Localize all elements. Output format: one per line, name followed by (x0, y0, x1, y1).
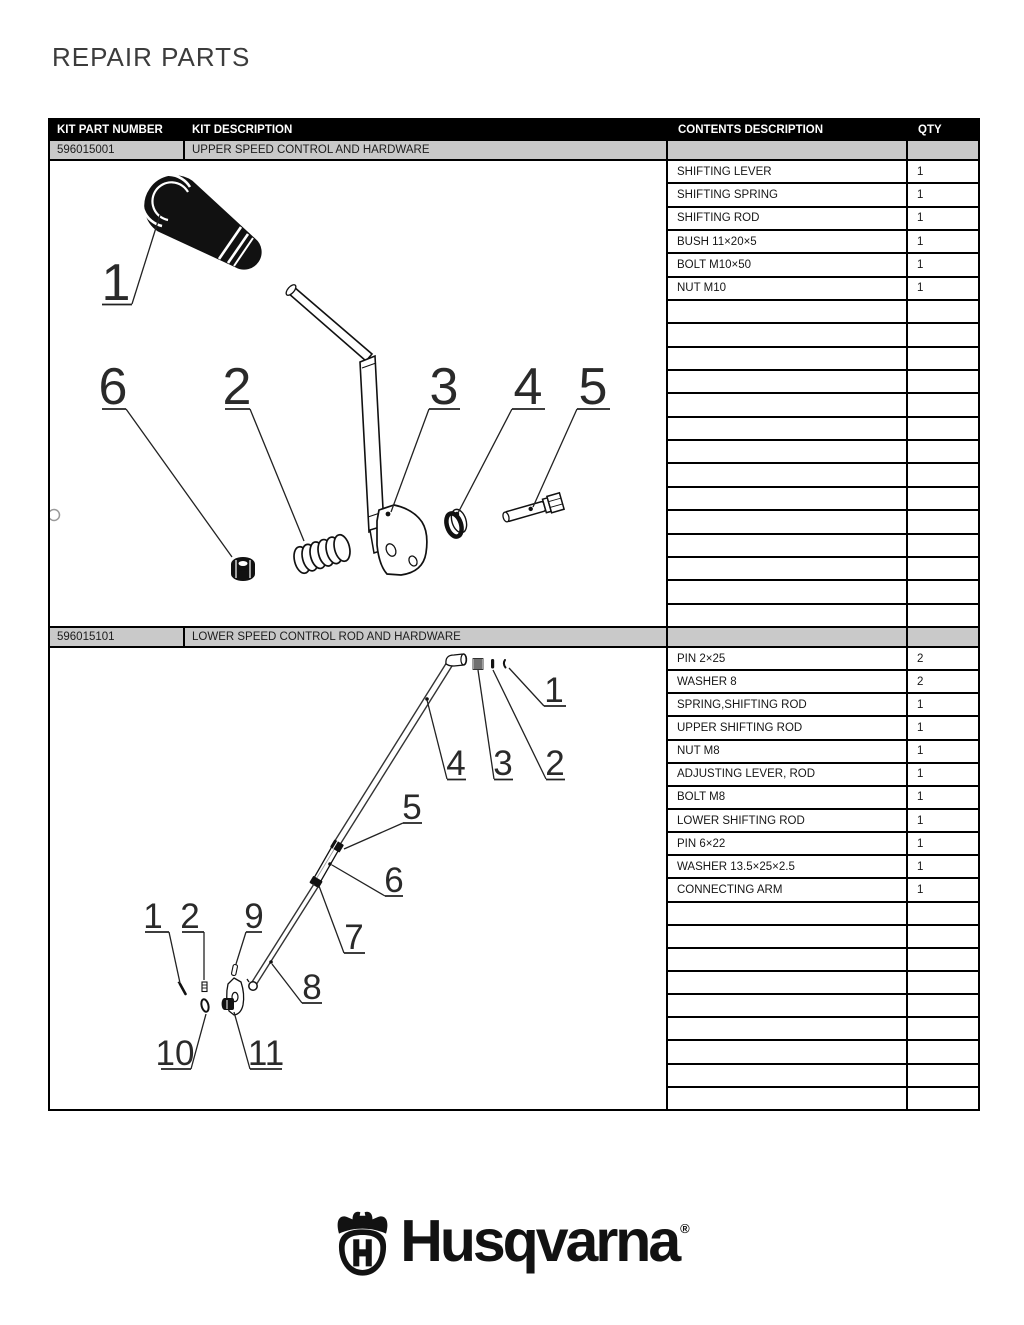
cell-contents-desc (667, 347, 907, 370)
callout-1-top: 1 (544, 671, 564, 710)
cell-qty (907, 557, 979, 580)
cell-qty: 1 (907, 763, 979, 786)
table-row (49, 160, 979, 183)
kit-empty-cell (907, 627, 979, 647)
table-row (49, 647, 979, 670)
cell-qty (907, 1040, 979, 1063)
diagram-lower-speed-control (49, 647, 667, 1110)
cell-qty: 1 (907, 693, 979, 716)
cell-qty: 1 (907, 878, 979, 901)
lower-speed-control-drawing (50, 648, 664, 1104)
pin-6x22 (231, 964, 238, 976)
cell-qty (907, 902, 979, 925)
cell-contents-desc: NUT M10 (667, 277, 907, 300)
kit-row-upper (49, 140, 979, 160)
callout-2-top: 2 (545, 744, 565, 783)
cell-qty (907, 1017, 979, 1040)
callout-11: 11 (247, 1034, 285, 1073)
kit-part-number: 596015101 (49, 627, 184, 647)
callout-2: 2 (222, 358, 252, 416)
header-contents-description: CONTENTS DESCRIPTION (667, 119, 907, 140)
rod-bracket (377, 505, 427, 575)
cell-qty: 1 (907, 253, 979, 276)
cell-qty: 1 (907, 183, 979, 206)
callout-8: 8 (302, 968, 322, 1007)
cell-qty (907, 347, 979, 370)
header-kit-description: KIT DESCRIPTION (184, 119, 667, 140)
diagram1-callouts (99, 215, 610, 557)
cell-contents-desc: SHIFTING SPRING (667, 183, 907, 206)
cell-contents-desc (667, 971, 907, 994)
logo-wordmark: Husqvarna (400, 1208, 679, 1274)
header-qty: QTY (907, 119, 979, 140)
rod-spring (473, 659, 483, 670)
cell-contents-desc: CONNECTING ARM (667, 878, 907, 901)
cell-qty (907, 417, 979, 440)
cell-contents-desc (667, 487, 907, 510)
kit-row-lower (49, 627, 979, 647)
cell-contents-desc: BOLT M10×50 (667, 253, 907, 276)
registered-trademark: ® (680, 1221, 690, 1236)
cell-qty: 2 (907, 670, 979, 693)
cell-qty (907, 1064, 979, 1087)
cell-qty (907, 580, 979, 603)
cell-qty (907, 510, 979, 533)
callout-9: 9 (244, 897, 264, 936)
cell-contents-desc (667, 534, 907, 557)
cell-contents-desc (667, 1064, 907, 1087)
cell-qty: 1 (907, 207, 979, 230)
cell-qty (907, 994, 979, 1017)
header-kit-part-number: KIT PART NUMBER (49, 119, 184, 140)
cell-qty (907, 925, 979, 948)
callout-7: 7 (344, 918, 364, 957)
upper-speed-control-drawing (50, 161, 664, 621)
cell-contents-desc (667, 510, 907, 533)
cell-qty (907, 604, 979, 627)
cell-contents-desc (667, 604, 907, 627)
cell-qty: 1 (907, 230, 979, 253)
cell-qty (907, 487, 979, 510)
callout-10: 10 (155, 1034, 195, 1073)
kit-description: UPPER SPEED CONTROL AND HARDWARE (184, 140, 667, 160)
cell-qty: 1 (907, 786, 979, 809)
cell-contents-desc: PIN 2×25 (667, 647, 907, 670)
cell-contents-desc (667, 994, 907, 1017)
callout-4: 4 (513, 358, 543, 416)
diagram-upper-speed-control (49, 160, 667, 627)
callout-3: 3 (429, 358, 459, 416)
cell-contents-desc (667, 1017, 907, 1040)
washer-13 (200, 998, 210, 1012)
page-title: REPAIR PARTS (52, 42, 251, 72)
hex-nut (231, 557, 255, 581)
callout-6: 6 (98, 358, 128, 416)
shift-knob (142, 175, 261, 269)
cell-contents-desc (667, 417, 907, 440)
callout-2-left: 2 (180, 897, 200, 936)
callout-3: 3 (493, 744, 513, 783)
callout-4: 4 (446, 744, 466, 783)
husqvarna-logo (0, 1205, 1024, 1281)
cell-qty (907, 440, 979, 463)
cell-contents-desc: UPPER SHIFTING ROD (667, 716, 907, 739)
cell-contents-desc: WASHER 13.5×25×2.5 (667, 855, 907, 878)
cell-contents-desc (667, 393, 907, 416)
cell-contents-desc (667, 323, 907, 346)
shifting-spring (291, 533, 352, 575)
callout-5: 5 (402, 788, 422, 827)
cell-qty: 2 (907, 647, 979, 670)
cell-contents-desc (667, 300, 907, 323)
cell-contents-desc: SHIFTING ROD (667, 207, 907, 230)
cell-qty: 1 (907, 832, 979, 855)
cell-contents-desc (667, 1087, 907, 1110)
cell-contents-desc: ADJUSTING LEVER, ROD (667, 763, 907, 786)
cell-qty: 1 (907, 277, 979, 300)
kit-description: LOWER SPEED CONTROL ROD AND HARDWARE (184, 627, 667, 647)
cell-contents-desc: SPRING,SHIFTING ROD (667, 693, 907, 716)
parts-table (48, 118, 980, 1111)
cell-qty (907, 534, 979, 557)
cell-qty (907, 971, 979, 994)
cell-qty (907, 370, 979, 393)
cell-contents-desc (667, 580, 907, 603)
cell-qty: 1 (907, 855, 979, 878)
kit-empty-cell (667, 627, 907, 647)
table-header-row (49, 119, 979, 140)
cell-contents-desc: LOWER SHIFTING ROD (667, 809, 907, 832)
callout-1-left: 1 (143, 897, 163, 936)
cell-qty: 1 (907, 740, 979, 763)
cell-contents-desc: WASHER 8 (667, 670, 907, 693)
callout-1: 1 (101, 254, 131, 312)
cell-contents-desc (667, 440, 907, 463)
cell-contents-desc: NUT M8 (667, 740, 907, 763)
connecting-arm (222, 978, 244, 1015)
washer-small (202, 982, 207, 992)
cell-contents-desc: BUSH 11×20×5 (667, 230, 907, 253)
cell-contents-desc: PIN 6×22 (667, 832, 907, 855)
small-pin (491, 659, 494, 669)
cell-contents-desc (667, 925, 907, 948)
cell-contents-desc (667, 463, 907, 486)
cell-qty: 1 (907, 809, 979, 832)
kit-empty-cell (667, 140, 907, 160)
cell-qty (907, 1087, 979, 1110)
shifting-rod (284, 283, 384, 553)
cell-contents-desc (667, 1040, 907, 1063)
cell-qty (907, 323, 979, 346)
cotter-pin (504, 660, 506, 668)
callout-5: 5 (578, 358, 608, 416)
cell-contents-desc (667, 902, 907, 925)
cell-qty (907, 948, 979, 971)
callout-6: 6 (384, 861, 404, 900)
pin-2x25 (178, 982, 186, 994)
husqvarna-crown-icon (334, 1209, 391, 1281)
cell-contents-desc (667, 948, 907, 971)
cell-qty: 1 (907, 716, 979, 739)
cell-qty (907, 463, 979, 486)
edge-mark-circle (50, 510, 60, 521)
kit-empty-cell (907, 140, 979, 160)
bolt (501, 493, 564, 526)
rod-coupling (309, 839, 344, 888)
bush (444, 507, 470, 538)
cell-qty (907, 300, 979, 323)
kit-part-number: 596015001 (49, 140, 184, 160)
cell-contents-desc: SHIFTING LEVER (667, 160, 907, 183)
cell-contents-desc: BOLT M8 (667, 786, 907, 809)
cell-contents-desc (667, 370, 907, 393)
cell-contents-desc (667, 557, 907, 580)
cell-qty: 1 (907, 160, 979, 183)
cell-qty (907, 393, 979, 416)
